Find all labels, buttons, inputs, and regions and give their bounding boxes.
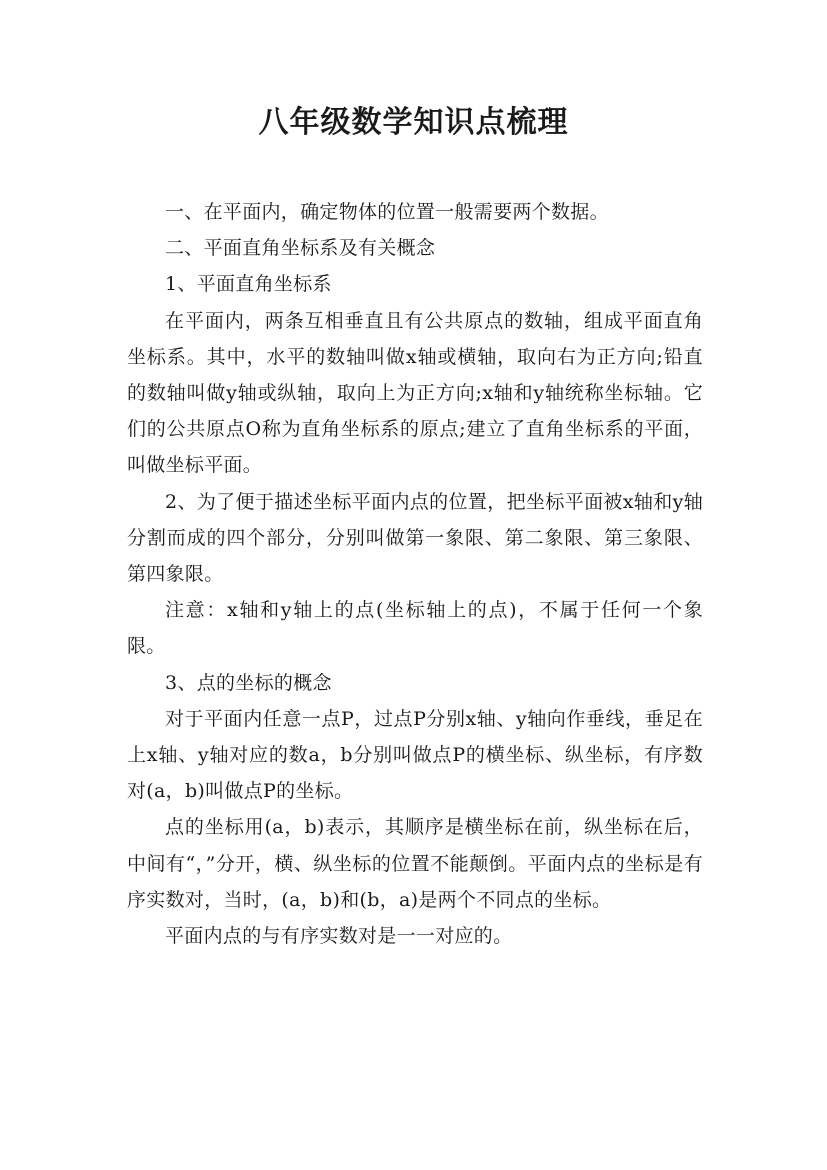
document-title: 八年级数学知识点梳理 <box>258 105 569 140</box>
paragraph-subheading-1: 1、平面直角坐标系 <box>165 273 332 296</box>
paragraph-ordered-pair: 点的坐标用(a，b)表示，其顺序是横坐标在前，纵坐标在后，中间有“，”分开，横、纵坐标的位置不能颠倒。平面内点的坐标是有序实数对，当时，(a，b)和(b，a)是两个不同点的坐标。 <box>127 816 703 911</box>
paragraph-position-data: 一、在平面内，确定物体的位置一般需要两个数据。 <box>165 201 609 223</box>
document-body <box>127 194 703 954</box>
paragraph-one-to-one: 平面内点的与有序实数对是一一对应的。 <box>165 925 513 948</box>
paragraph-note: 注意：x轴和y轴上的点(坐标轴上的点)，不属于任何一个象限。 <box>127 599 703 658</box>
paragraph-section-heading: 二、平面直角坐标系及有关概念 <box>165 237 436 260</box>
paragraph-coordinate-system: 在平面内，两条互相垂直且有公共原点的数轴，组成平面直角坐标系。其中，水平的数轴叫做x轴或横轴，取向右为正方向;铅直的数轴叫做y轴或纵轴，取向上为正方向;x轴和y轴统称坐标轴。它们的公共原点O称为直角坐标系的原点;建立了直角坐标系的平面，叫做坐标平面。 <box>127 309 703 477</box>
paragraph-quadrants: 2、为了便于描述坐标平面内点的位置，把坐标平面被x轴和y轴分割而成的四个部分，分别叫做第一象限、第二象限、第三象限、第四象限。 <box>127 490 703 586</box>
paragraph-point-coordinates: 对于平面内任意一点P，过点P分别x轴、y轴向作垂线，垂足在上x轴、y轴对应的数a，b分别叫做点P的横坐标、纵坐标，有序数对(a，b)叫做点P的坐标。 <box>127 707 703 803</box>
paragraph-subheading-3: 3、点的坐标的概念 <box>165 671 332 694</box>
